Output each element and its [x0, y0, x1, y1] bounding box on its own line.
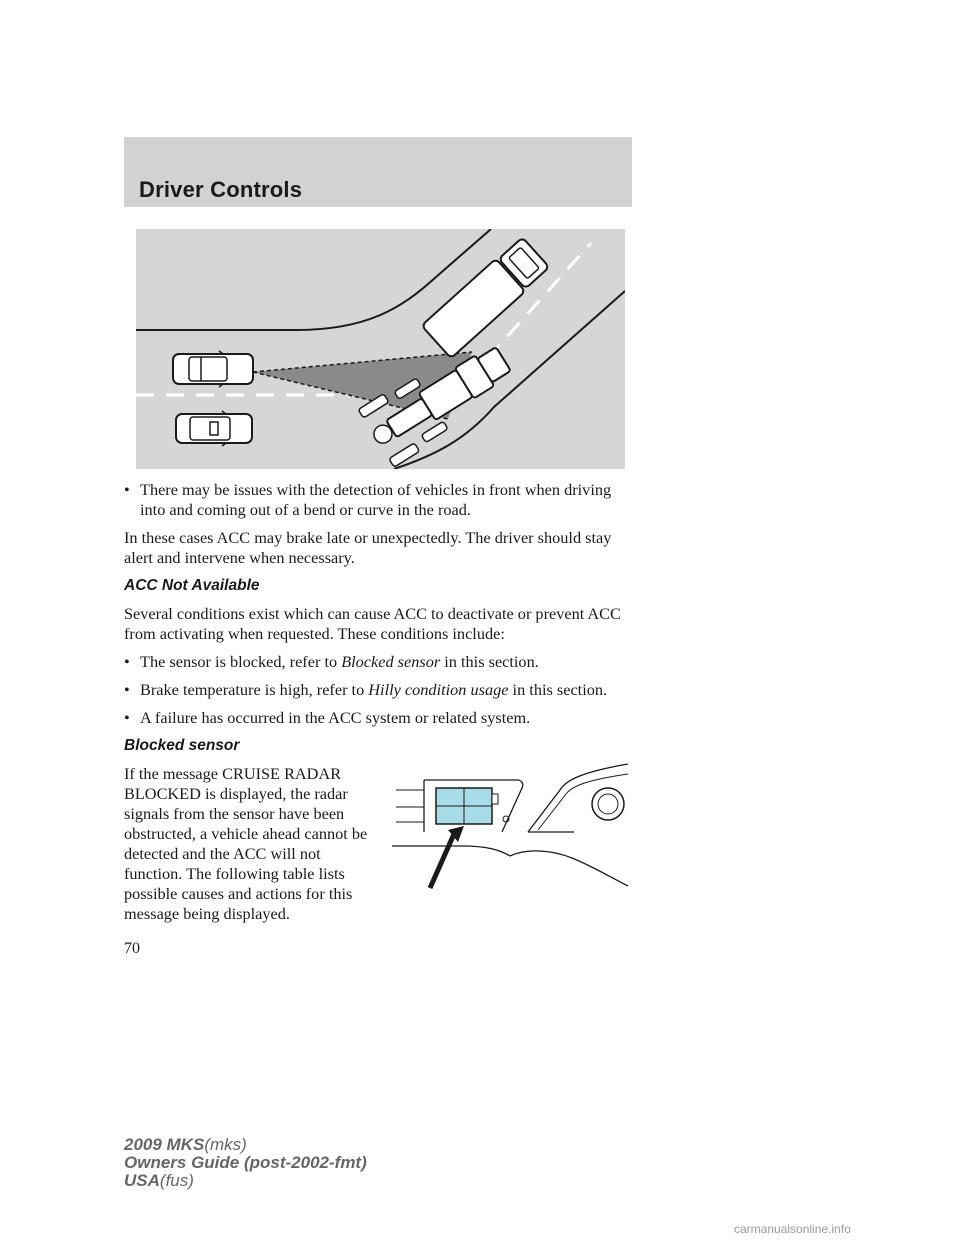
bullet-system-failure: • A failure has occurred in the ACC system or related system.: [124, 708, 531, 727]
fog-lamp-icon: [592, 788, 624, 820]
watermark: carmanualsonline.info: [734, 1222, 851, 1236]
cross-reference-link[interactable]: Blocked sensor: [341, 652, 441, 671]
page-number: 70: [124, 940, 140, 957]
bullet-brake-temperature: • Brake temperature is high, refer to Hilly condition usage in this section.: [124, 680, 608, 699]
bullet-sensor-blocked: • The sensor is blocked, refer to Blocked sensor in this section.: [124, 652, 539, 671]
paragraph-blocked-sensor: If the message CRUISE RADAR BLOCKED is displayed, the radar signals from the sensor have been obstructed, a vehicle ahead cannot be detected and the ACC will not function. The following table lists possible causes and actions for this message being displayed.: [124, 764, 368, 923]
adjacent-car: [176, 411, 252, 446]
document-footer: 2009 MKS(mks) Owners Guide (post-2002-fmt) USA(fus): [124, 1135, 367, 1190]
paragraph-conditions: Several conditions exist which can cause ACC to deactivate or prevent ACC from activating when requested. These conditions include:: [124, 604, 621, 643]
heading-blocked-sensor: Blocked sensor: [124, 737, 240, 754]
heading-acc-not-available: ACC Not Available: [124, 577, 260, 594]
pointer-arrow-icon: [430, 834, 454, 888]
paragraph-brake-warning: In these cases ACC may brake late or unexpectedly. The driver should stay alert and intervene when necessary.: [124, 528, 612, 567]
acc-curve-figure: [136, 229, 625, 469]
acc-car: [173, 351, 253, 387]
sensor-location-figure: [392, 750, 632, 890]
section-title: Driver Controls: [139, 177, 303, 202]
bullet-curve: • There may be issues with the detection of vehicles in front when driving into and coming out of a bend or curve in the road.: [124, 480, 612, 519]
cross-reference-link[interactable]: Hilly condition usage: [368, 680, 509, 699]
headlamp-outline: [528, 764, 628, 832]
